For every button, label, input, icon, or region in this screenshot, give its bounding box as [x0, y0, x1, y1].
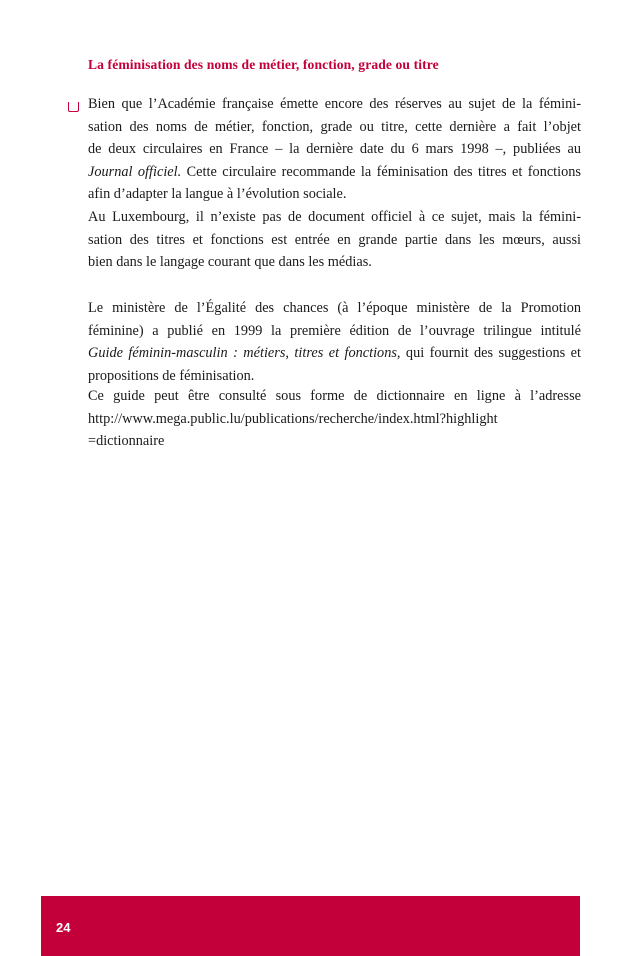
text-line	[88, 342, 581, 365]
text-line: afin d’adapter la langue à l’évolution sociale.	[88, 186, 347, 203]
text-line: propositions de féminisation.	[88, 367, 255, 384]
guide-title-italic: Guide féminin-masculin : métiers, titres et fonctions,	[88, 345, 401, 362]
text-fragment: qui fournit des suggestions et	[400, 345, 581, 362]
text-line: Ce guide peut être consulté sous forme de dictionnaire en ligne à l’adresse	[88, 388, 581, 404]
text-line: Bien que l’Académie française émette encore des réserves au sujet de la fémini-	[88, 96, 581, 112]
text-line: féminine) a publié en 1999 la première édition de l’ouvrage trilingue intitulé	[88, 322, 581, 339]
text-fragment: Cette circulaire recommande la féminisation des titres et fonctions	[181, 163, 581, 180]
paragraph-luxembourg	[88, 206, 581, 274]
text-line: Le ministère de l’Égalité des chances (à l’époque ministère de la Promotion	[88, 300, 581, 316]
text-line: sation des titres et fonctions est entrée en grande partie dans les mœurs, aussi	[88, 231, 581, 248]
journal-officiel-italic: Journal officiel.	[88, 163, 182, 180]
square-bullet-icon	[68, 102, 79, 112]
text-line: Au Luxembourg, il n’existe pas de document officiel à ce sujet, mais la fémini-	[88, 209, 581, 225]
text-line: sation des noms de métier, fonction, grade ou titre, cette dernière a fait l’objet	[88, 118, 581, 135]
page-number: 24	[56, 920, 71, 935]
footer-band	[41, 896, 580, 956]
paragraph-academie	[88, 93, 581, 206]
text-line	[88, 161, 581, 184]
text-line: bien dans le langage courant que dans les médias.	[88, 254, 372, 271]
section-title: La féminisation des noms de métier, fonction, grade ou titre	[88, 57, 439, 72]
paragraph-guide-online	[88, 385, 581, 453]
dictionary-url-line: =dictionnaire	[88, 433, 165, 450]
dictionary-url-line: http://www.mega.public.lu/publications/recherche/index.html?highlight	[88, 410, 498, 427]
text-line: de deux circulaires en France – la dernière date du 6 mars 1998 –, publiées au	[88, 141, 581, 158]
paragraph-ministere	[88, 297, 581, 387]
